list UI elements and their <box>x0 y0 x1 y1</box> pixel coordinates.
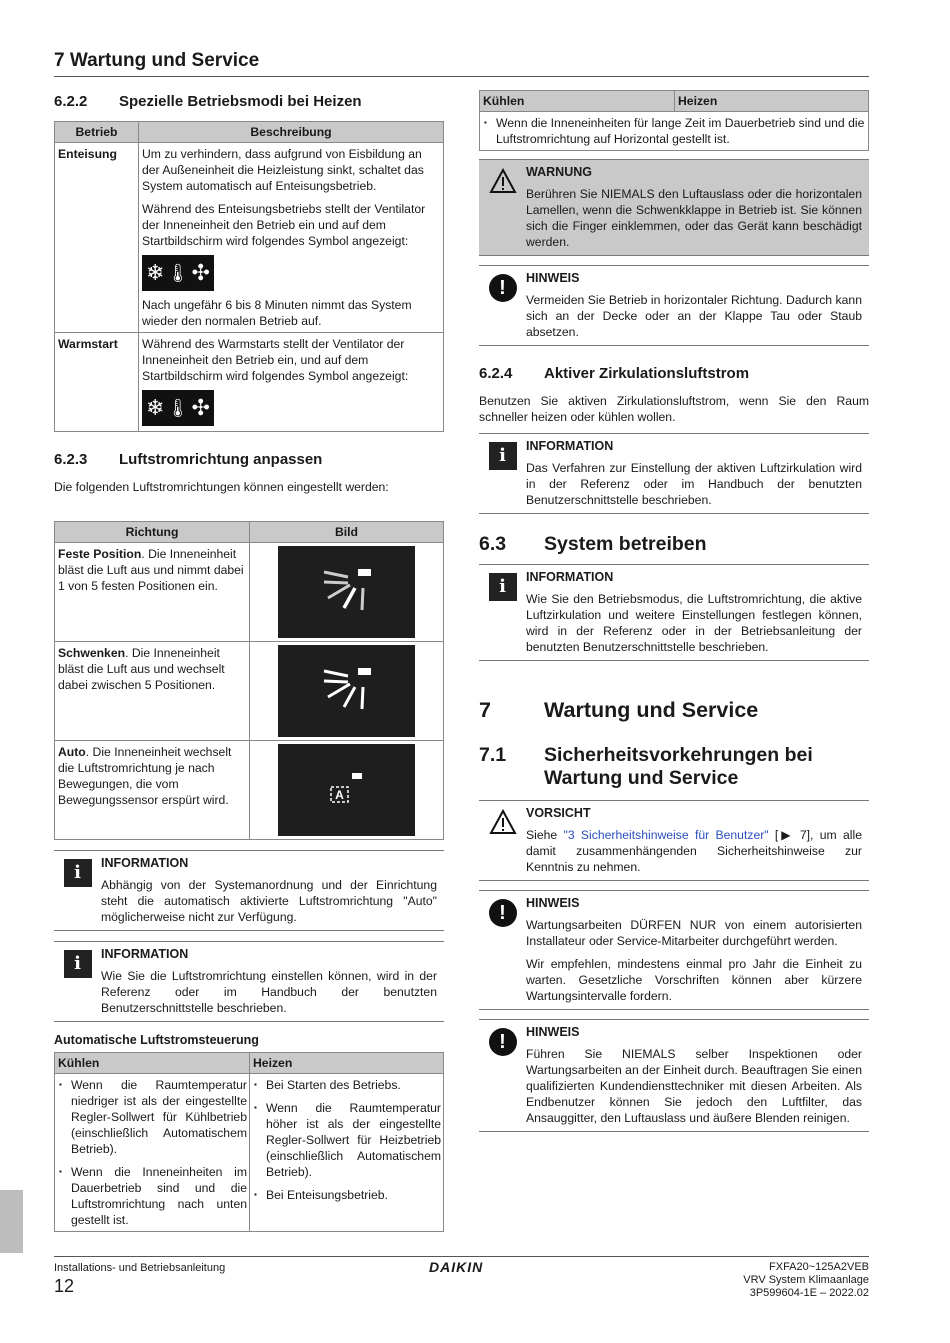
page-ref-arrow-icon: ▶ <box>778 828 800 842</box>
direction-image-cell <box>250 642 444 741</box>
fan-icon: ✣ <box>191 260 210 285</box>
column-header-kuehlen: Kühlen <box>55 1053 250 1074</box>
information-note: i INFORMATION Wie Sie die Luftstromrichtung einstellen können, wird in der Referenz oder im Handbuch der benutzten Benutzerschnittstelle beschrieben. <box>54 941 444 1022</box>
section-6-2-3-intro: Die folgenden Luftstromrichtungen können eingestellt werden: <box>54 480 389 494</box>
column-header-heizen: Heizen <box>250 1053 444 1074</box>
left-column <box>54 92 444 1232</box>
section-7-1-heading: 7.1 Sicherheitsvorkehrungen bei Wartung und Service <box>479 744 813 789</box>
direction-image-cell <box>250 741 444 840</box>
fixed-position-image <box>278 546 415 638</box>
direction-description: Schwenken. Die Inneneinheit bläst die Luft aus und wechselt dabei zwischen 5 Positionen. <box>55 642 250 741</box>
information-note: i INFORMATION Wie Sie den Betriebsmodus, die Luftstromrichtung, die aktive Luftzirkulation und weitere Einstellungen festlegen können, wird in der Referenz oder in der Betriebsanleitung der benutzten Benutzerschnittstelle beschrieben. <box>479 564 869 661</box>
page-header <box>54 49 869 77</box>
special-modes-table <box>54 121 444 432</box>
snowflake-icon: ❄ <box>146 260 165 285</box>
auto-airflow-control-heading: Automatische Luftstromsteuerung <box>54 1033 259 1047</box>
warning-icon <box>489 168 517 194</box>
auto-image <box>278 744 415 836</box>
cooling-continued: ▪ Wenn die Inneneinheiten für lange Zeit im Dauerbetrieb sind und die Luftstromrichtung auf Horizontal gestellt ist. <box>480 112 869 151</box>
information-icon: i <box>64 950 92 978</box>
chapter-tab <box>0 1190 23 1253</box>
heating-conditions: ▪ Bei Starten des Betriebs. ▪ Wenn die Raumtemperatur höher ist als der eingestellte Regler-Sollwert für Heizbetrieb (einschließlich Automatischem Betrieb). ▪ Bei Enteisungsbetrieb. <box>250 1074 444 1232</box>
information-note: i INFORMATION Das Verfahren zur Einstellung der aktiven Luftzirkulation wird in der Referenz oder im Handbuch der benutzten Benutzerschnittstelle beschrieben. <box>479 433 869 514</box>
column-header-beschreibung: Beschreibung <box>139 122 444 143</box>
snowflake-icon: ❄ <box>146 395 165 420</box>
warmstart-symbol-image <box>142 390 214 426</box>
section-6-3-heading: 6.3 System betreiben <box>479 533 707 555</box>
caution-note: VORSICHT Siehe "3 Sicherheitshinweise für Benutzer" [▶ 7], um alle damit zusammenhängenden Sicherheitshinweise zur Kenntnis zu nehmen. <box>479 800 869 881</box>
chapter-7-heading: 7 Wartung und Service <box>479 698 759 722</box>
exclamation-icon: ! <box>489 1028 517 1056</box>
table-row <box>55 1074 444 1232</box>
thermometer-icon: 🌡 <box>166 398 190 418</box>
exclamation-icon: ! <box>489 274 517 302</box>
column-header-heizen: Heizen <box>675 91 869 112</box>
thermometer-icon: 🌡 <box>166 263 190 283</box>
footer-page-number: 12 <box>54 1276 75 1296</box>
information-note: i INFORMATION Abhängig von der Systemanordnung und der Einrichtung steht die automatisch aktivierte Luftstromrichtung "Auto" möglicherweise nicht zur Verfügung. <box>54 850 444 931</box>
column-header-bild: Bild <box>250 522 444 543</box>
swing-image <box>278 645 415 737</box>
caution-icon <box>489 809 517 835</box>
table-row <box>55 333 444 432</box>
column-header-kuehlen: Kühlen <box>480 91 675 112</box>
mode-description: Um zu verhindern, dass aufgrund von Eisbildung an der Außeneinheit die Heizleistung sinkt, schaltet das System automatisch auf Enteisungsbetrieb. Während des Enteisungsbetriebs stellt der Ventilator der Inneneinheit den Betrieb ein und auf dem Startbildschirm wird folgendes Symbol angezeigt: ❄ 🌡 ✣ Nach ungefähr 6 bis 8 Minuten nimmt das System wieder den normalen Betrieb auf. <box>139 143 444 333</box>
table-row <box>55 543 444 642</box>
information-icon: i <box>489 442 517 470</box>
defrost-symbol-image <box>142 255 214 291</box>
section-6-2-2-heading: 6.2.2 Spezielle Betriebsmodi bei Heizen <box>54 93 362 110</box>
airflow-direction-table <box>54 521 444 840</box>
direction-image-cell <box>250 543 444 642</box>
page-footer <box>54 1256 869 1299</box>
auto-airflow-table <box>54 1052 444 1232</box>
information-icon: i <box>489 573 517 601</box>
table-row <box>480 112 869 151</box>
section-6-2-3-heading: 6.2.3 Luftstromrichtung anpassen <box>54 451 323 468</box>
hinweis-note: ! HINWEIS Führen Sie NIEMALS selber Inspektionen oder Wartungsarbeiten an der Einheit durch. Beauftragen Sie einen qualifizierten Kundendiensttechniker mit diesen Arbeiten. Als Endbenutzer können Sie jedoch den Luftfilter, das Ansauggitter, den Luftauslass und äußere Blenden reinigen. <box>479 1019 869 1132</box>
direction-description: Auto. Die Inneneinheit wechselt die Luftstromrichtung je nach Bewegungen, die vom Bewegungssensor erspürt wird. <box>55 741 250 840</box>
fan-icon: ✣ <box>191 395 210 420</box>
warning-note: WARNUNG Berühren Sie NIEMALS den Luftauslass oder die horizontalen Lamellen, wenn die Schwenkklappe in Betrieb ist. Sie können sich die Finger einklemmen, oder das Gerät kann beschädigt werden. <box>479 159 869 256</box>
exclamation-icon: ! <box>489 899 517 927</box>
hinweis-note: ! HINWEIS Wartungsarbeiten DÜRFEN NUR von einem autorisierten Installateur oder Service-Mitarbeiter durchgeführt werden. Wir empfehlen, mindestens einmal pro Jahr die Einheit zu warten. Gesetzliche Vorschriften können aber kürzere Wartungsintervalle fordern. <box>479 890 869 1010</box>
daikin-logo: DAIKIN <box>429 1259 484 1275</box>
mode-name: Warmstart <box>55 333 139 432</box>
section-6-2-4-text: Benutzen Sie aktiven Zirkulationsluftstrom, wenn Sie den Raum schneller heizen oder kühlen wollen. <box>479 394 869 424</box>
caution-text: Siehe "3 Sicherheitshinweise für Benutzer" [▶ 7], um alle damit zusammenhängenden Sicherheitshinweise zur Kenntnis zu nehmen. <box>526 828 862 874</box>
safety-instructions-link[interactable]: "3 Sicherheitshinweise für Benutzer" <box>563 828 769 842</box>
column-header-richtung: Richtung <box>55 522 250 543</box>
direction-description: Feste Position. Die Inneneinheit bläst die Luft aus und nimmt dabei 1 von 5 festen Positionen ein. <box>55 543 250 642</box>
mode-name: Enteisung <box>55 143 139 333</box>
table-row <box>55 642 444 741</box>
table-row <box>55 741 444 840</box>
section-6-2-4-heading: 6.2.4 Aktiver Zirkulationsluftstrom <box>479 365 750 382</box>
hinweis-note: ! HINWEIS Vermeiden Sie Betrieb in horizontaler Richtung. Dadurch kann sich an der Decke oder an der Klappe Tau oder Staub absetzen. <box>479 265 869 346</box>
right-column <box>479 90 869 1132</box>
information-icon: i <box>64 859 92 887</box>
page-header-title: 7 Wartung und Service <box>54 50 260 71</box>
table-row <box>55 143 444 333</box>
auto-airflow-table-continued <box>479 90 869 151</box>
mode-description: Während des Warmstarts stellt der Ventilator der Inneneinheit den Betrieb ein, und auf dem Startbildschirm wird folgendes Symbol angezeigt: ❄ 🌡 ✣ <box>139 333 444 432</box>
auto-glyph: A <box>335 788 344 802</box>
cooling-conditions: ▪ Wenn die Raumtemperatur niedriger ist als der eingestellte Regler-Sollwert für Kühlbetrieb (einschließlich Automatischem Betrieb). ▪ Wenn die Inneneinheiten im Dauerbetrieb sind und die Luftstromrichtung nach unten gestellt ist. <box>55 1074 250 1232</box>
footer-doc-type: Installations- und Betriebsanleitung <box>54 1262 226 1274</box>
footer-meta: FXFA20~125A2VEB VRV System Klimaanlage 3P599604-1E – 2022.02 <box>743 1261 869 1299</box>
column-header-betrieb: Betrieb <box>55 122 139 143</box>
